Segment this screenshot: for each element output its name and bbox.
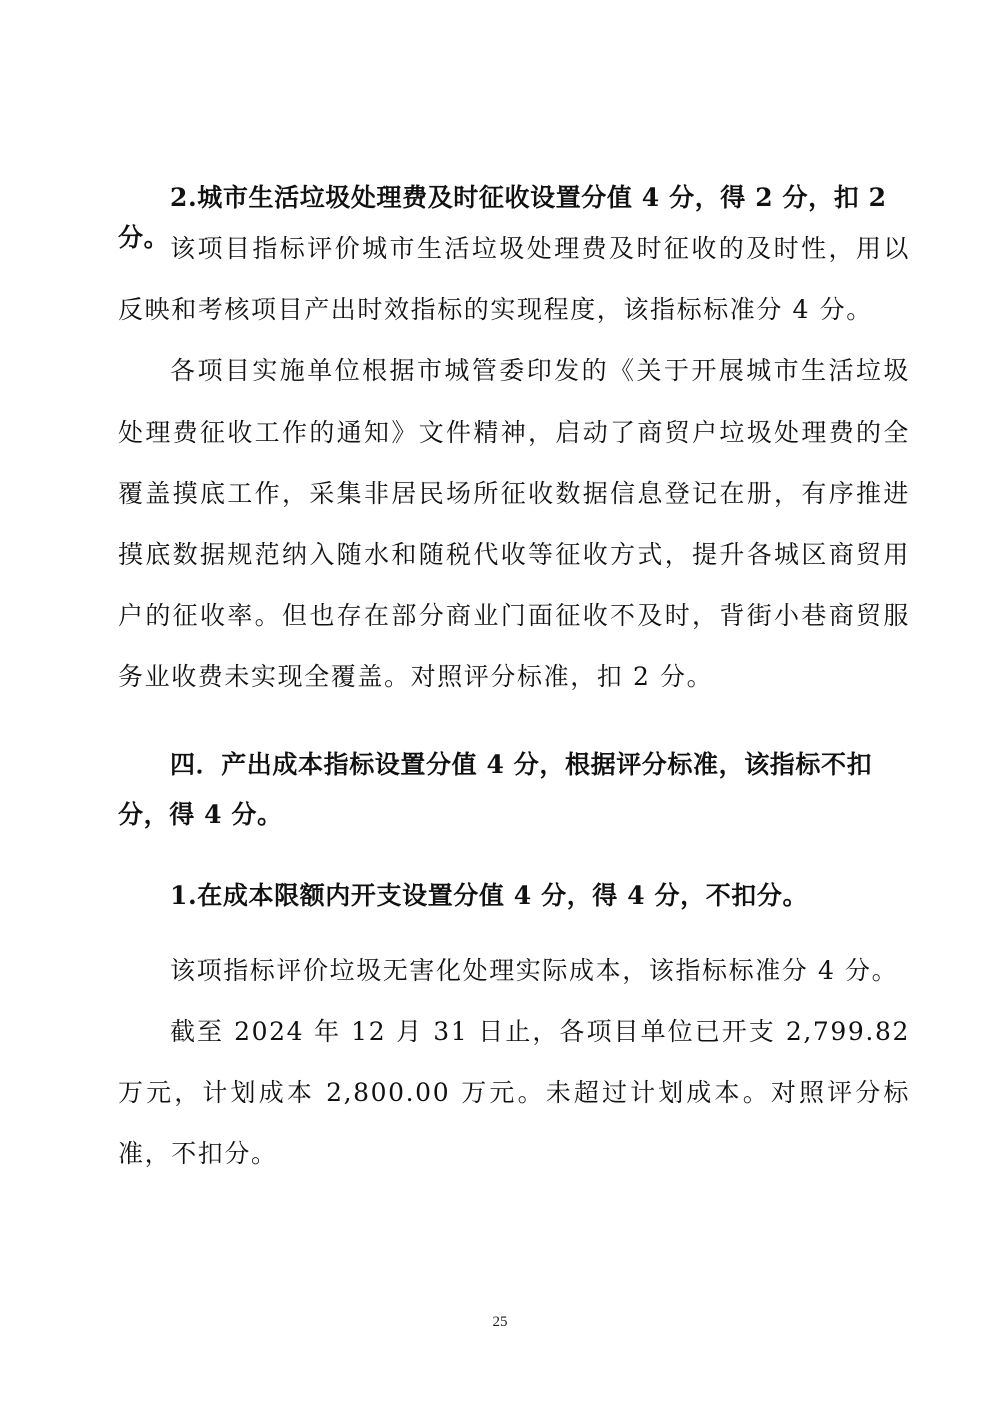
paragraph-implementation-details: 各项目实施单位根据市城管委印发的《关于开展城市生活垃圾处理费征收工作的通知》文件精神，启动了商贸户垃圾处理费的全覆盖摸底工作，采集非居民场所征收数据信息登记在册，有序推进摸底数据规范纳入随水和随税代收等征收方式，提升各城区商贸用户的征收率。但也存在部分商业门面征收不及时，背街小巷商贸服务业收费未实现全覆盖。对照评分标准，扣 2 分。 <box>118 356 910 692</box>
spacer <box>118 916 910 940</box>
page-number: 25 <box>492 1314 508 1330</box>
paragraph-cost-indicator-description: 该项指标评价垃圾无害化处理实际成本，该指标标准分 4 分。 <box>170 955 899 985</box>
page-content <box>118 178 910 1184</box>
section-heading-waste-fee-collection: 2.城市生活垃圾处理费及时征收设置分值 4 分，得 2 分，扣 2 分。 <box>118 183 887 252</box>
spacer <box>118 840 910 876</box>
paragraph-expenditure-summary: 截至 2024 年 12 月 31 日止，各项目单位已开支 2,799.82 万元，计划成本 2,800.00 万元。未超过计划成本。对照评分标准，不扣分。 <box>118 1016 910 1169</box>
section-heading-output-cost-indicator: 四．产出成本指标设置分值 4 分，根据评分标准，该指标不扣分，得 4 分。 <box>118 749 873 829</box>
spacer <box>118 708 910 740</box>
paragraph-indicator-description: 该项目指标评价城市生活垃圾处理费及时征收的及时性，用以反映和考核项目产出时效指标的实现程度，该指标标准分 4 分。 <box>118 234 910 325</box>
section-heading-cost-limit-spending: 1.在成本限额内开支设置分值 4 分，得 4 分，不扣分。 <box>170 880 809 910</box>
